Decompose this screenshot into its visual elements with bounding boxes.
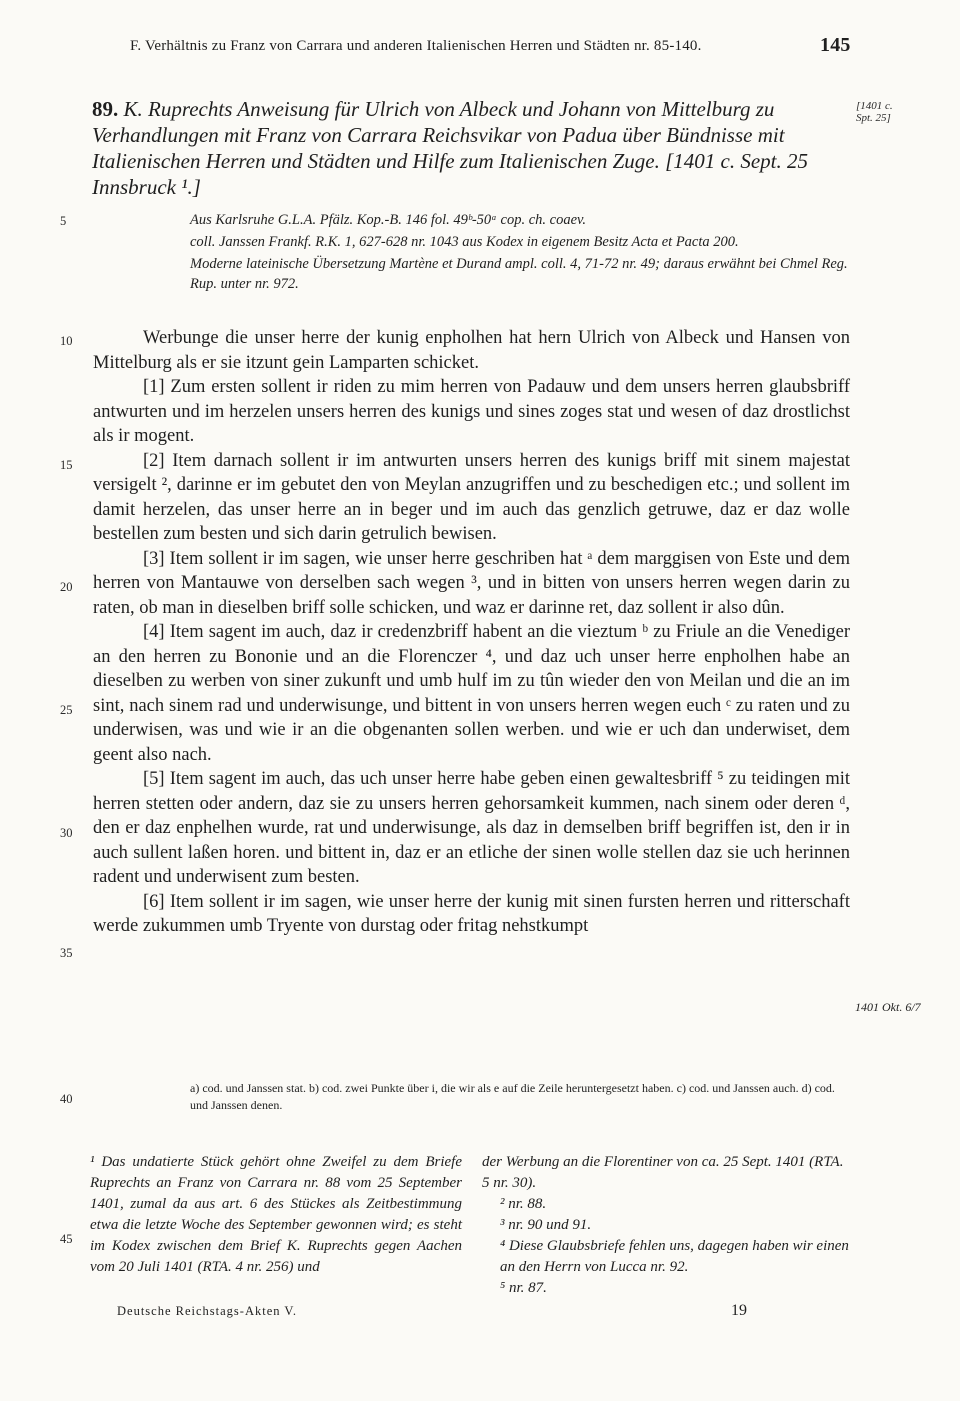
body-paragraph-intro: Werbunge die unser herre der kunig enpholhen hat hern Ulrich von Albeck und Hansen von Mittelburg als er sie itzunt gein Lamparten schicket.	[93, 328, 850, 373]
body-paragraph-5: [5] Item sagent im auch, das uch unser herre habe geben einen gewaltesbriff ⁵ zu teidingen mit herren stetten oder andern, daz sie zu unsers herren gehorsamkeit kummen, nach sinem oder deren ᵈ, den er daz enphelhen wurde, rat und underwisunge, als daz in demselben briff begriffen ist, den ir in auch sullent laßen horen. und bittent in, daz er an etliche der sinen wolle stellen daz sie uch herinnen radent und underwisent zum besten.	[93, 769, 850, 887]
footnote-1: ¹ Das undatierte Stück gehört ohne Zweifel zu dem Briefe Ruprechts an Franz von Carrara nr. 88 vom 25 September 1401, zumal da aus art. 6 des Stückes als Zeitbestimmung etwa die letzte Woche des September gewonnen wird; es steht im Kodex zwischen dem Brief K. Ruprechts gegen Aachen vom 20 Juli 1401 (RTA. 4 nr. 256) und	[90, 1154, 462, 1275]
source-line-2: coll. Janssen Frankf. R.K. 1, 627-628 nr. 1043 aus Kodex in eigenem Besitz Acta et Pacta 200.	[190, 234, 739, 250]
margin-date-top: [1401 c. Spt. 25]	[856, 100, 893, 124]
document-title	[92, 96, 850, 200]
footnote-4: ⁴ Diese Glaubsbriefe fehlen uns, dagegen haben wir einen an den Herrn von Lucca nr. 92.	[500, 1238, 849, 1275]
line-number: 25	[60, 703, 73, 717]
line-number: 45	[60, 1232, 73, 1246]
document-body	[93, 326, 850, 939]
page-footer	[117, 1304, 757, 1319]
body-paragraph-3: [3] Item sollent ir im sagen, wie unser herre geschriben hat ᵃ dem marggisen von Este und dem herren von Mantauwe von derselben sach wegen ³, und in bitten von unsers herren wegen darin zu raten, ob man in dieselben briff solle schicken, und waz er darinne ret, daz sollent ir also dûn.	[93, 548, 850, 618]
line-number: 30	[60, 826, 73, 840]
body-paragraph-6: [6] Item sollent ir im sagen, wie unser herre der kunig mit sinen fursten herren und ritterschaft werde zukummen umb Tryente von durstag oder fritag nehstkumpt	[93, 891, 850, 936]
body-paragraph-1: [1] Zum ersten sollent ir riden zu mim herren von Padauw und dem unsers herren glaubsbriff antwurten und im herzelen unsers herren des kunigs und sines zoges stat und wesen of daz drostlichst als ir mogent.	[93, 377, 850, 446]
running-head	[130, 34, 851, 56]
footnotes-left-column	[90, 1152, 462, 1278]
line-number: 5	[60, 214, 67, 228]
footer-series: Deutsche Reichstags-Akten V.	[117, 1304, 297, 1318]
margin-date-bottom: 1401 Okt. 6/7	[855, 1000, 921, 1014]
footer-folio: 19	[731, 1302, 747, 1319]
document-title-text: K. Ruprechts Anweisung für Ulrich von Albeck und Johann von Mittelburg zu Verhandlungen mit Franz von Carrara Reichsvikar von Padua über Bündnisse mit Italienischen Herren und Städten und Hilfe zum Italienischen Zuge. [1401 c. Sept. 25 Innsbruck ¹.]	[92, 97, 809, 199]
footnote-2: ² nr. 88.	[500, 1196, 547, 1212]
page-number: 145	[820, 34, 851, 56]
body-paragraph-2: [2] Item darnach sollent ir im antwurten unsers herren des kunigs briff mit sinem majestat versigelt ², darinne er im gebutet den von Meylan anzugriffen und zu beschedigen etc.; und sollent im damit herzelen, das unser herre an in beger und im auch das genzlich getruwe, daz er daz wolle bestellen zum besten und sich darin getrulich bewisen.	[93, 450, 850, 544]
source-notes	[190, 210, 850, 296]
line-number: 10	[60, 334, 73, 348]
line-number: 35	[60, 946, 73, 960]
source-line-1: Aus Karlsruhe G.L.A. Pfälz. Kop.-B. 146 fol. 49ᵇ-50ᵃ cop. ch. coaev.	[190, 212, 587, 228]
body-paragraph-4: [4] Item sagent im auch, daz ir credenzbriff habent an die vieztum ᵇ zu Friule an die Venediger an den herren zu Bononie und an die Florenczer ⁴, und daz uch unser herre enpholhen habe an dieselben zu werben von siner zukunft und umb hulf im zu tûn wieder den von Meilan und die an im sint, nach sinem rad und underwisunge, und bittent in von unsers herren wegen euch ᶜ zu raten und zu underwisen, was und wie ir an die obgenanten sollen werben. und wie er uch dan underwiset, dem geent also nach.	[93, 622, 850, 765]
footnotes-right-column	[482, 1152, 854, 1299]
running-head-text: F. Verhältnis zu Franz von Carrara und anderen Italienischen Herren und Städten nr. 85-140.	[130, 38, 702, 54]
line-number: 20	[60, 580, 73, 594]
footnote-3: ³ nr. 90 und 91.	[500, 1217, 592, 1233]
document-number: 89.	[92, 97, 119, 121]
footnote-1-continued: der Werbung an die Florentiner von ca. 25 Sept. 1401 (RTA. 5 nr. 30).	[482, 1154, 844, 1191]
line-number: 15	[60, 458, 73, 472]
textual-variants: a) cod. und Janssen stat. b) cod. zwei Punkte über i, die wir als e auf die Zeile heruntergesetzt haben. c) cod. und Janssen auch. d) cod. und Janssen denen.	[190, 1081, 835, 1112]
line-number: 40	[60, 1092, 73, 1106]
footnote-5: ⁵ nr. 87.	[500, 1280, 547, 1296]
source-line-3: Moderne lateinische Übersetzung Martène et Durand ampl. coll. 4, 71-72 nr. 49; daraus erwähnt bei Chmel Reg. Rup. unter nr. 972.	[190, 256, 848, 292]
